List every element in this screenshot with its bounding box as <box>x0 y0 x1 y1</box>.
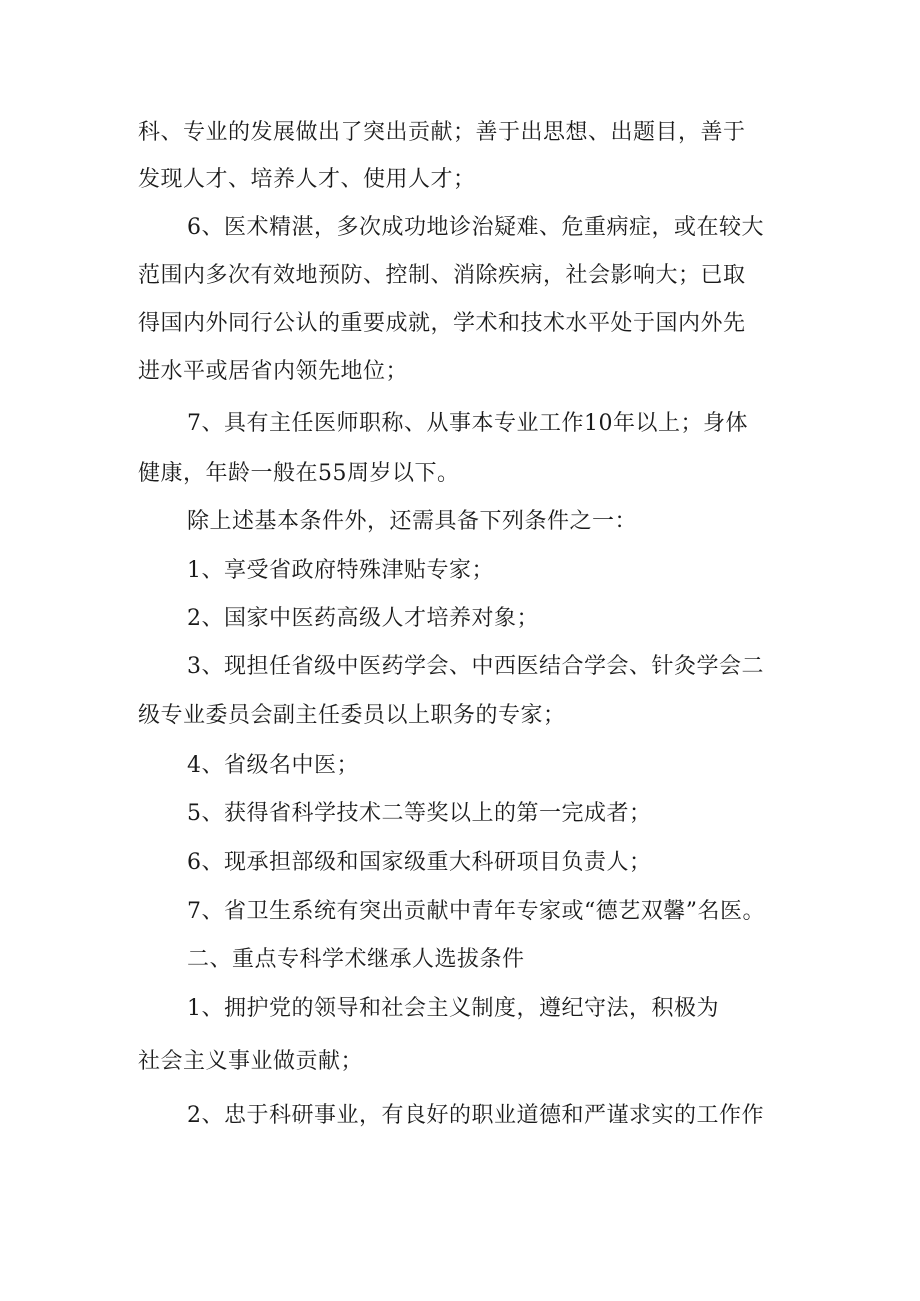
section-heading: 二、重点专科学术继承人选拔条件 <box>187 947 525 972</box>
text-line: 发现人才、培养人才、使用人才； <box>138 167 476 192</box>
text-line: 范围内多次有效地预防、控制、消除疾病，社会影响大；已取 <box>138 263 746 288</box>
text-line: 2、国家中医药高级人才培养对象； <box>187 606 539 631</box>
text-line: 1、享受省政府特殊津贴专家； <box>187 558 494 583</box>
text-line: 7、省卫生系统有突出贡献中青年专家或“德艺双馨”名医。 <box>187 899 765 924</box>
text-line: 6、医术精湛，多次成功地诊治疑难、危重病症，或在较大 <box>187 215 764 240</box>
text-line: 6、现承担部级和国家级重大科研项目负责人； <box>187 850 652 875</box>
text-line: 4、省级名中医； <box>187 753 359 778</box>
text-line: 7、具有主任医师职称、从事本专业工作10年以上；身体 <box>187 411 748 436</box>
text-line: 健康，年龄一般在55周岁以下。 <box>138 461 460 486</box>
text-line: 得国内外同行公认的重要成就，学术和技术水平处于国内外先 <box>138 311 746 336</box>
text-line: 1、拥护党的领导和社会主义制度，遵纪守法，积极为 <box>187 996 719 1021</box>
text-line: 5、获得省科学技术二等奖以上的第一完成者； <box>187 801 652 826</box>
text-line: 社会主义事业做贡献； <box>138 1049 364 1074</box>
text-line: 2、忠于科研事业，有良好的职业道德和严谨求实的工作作 <box>187 1103 764 1128</box>
text-line: 进水平或居省内领先地位； <box>138 359 409 384</box>
text-line: 级专业委员会副主任委员以上职务的专家； <box>138 703 566 728</box>
text-line: 除上述基本条件外，还需具备下列条件之一： <box>187 509 638 534</box>
text-line: 科、专业的发展做出了突出贡献；善于出思想、出题目，善于 <box>138 120 746 145</box>
text-line: 3、现担任省级中医药学会、中西医结合学会、针灸学会二 <box>187 654 764 679</box>
